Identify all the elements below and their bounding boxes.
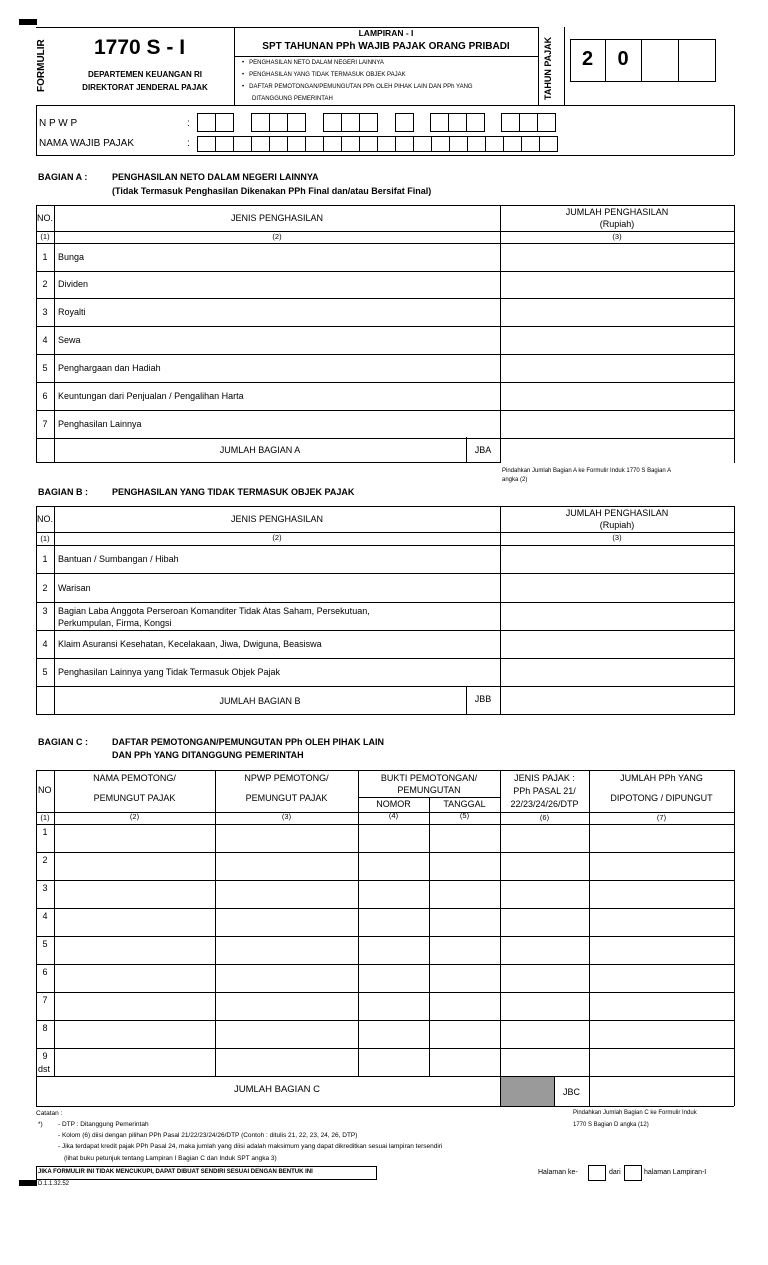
bagian-b-total-label: JUMLAH BAGIAN B xyxy=(219,696,301,706)
catatan-line-4: (lihat buku petunjuk tentang Lampiran I Bagian C dan Induk SPT angka 3) xyxy=(64,1155,277,1162)
nama-char-input-15[interactable] xyxy=(449,136,468,152)
dept-line1: DEPARTEMEN KEUANGAN RI xyxy=(87,70,203,79)
lampiran-label: LAMPIRAN - I xyxy=(358,28,414,38)
bagian-a-row-no: 6 xyxy=(42,391,48,401)
npwp-digit-input-15[interactable] xyxy=(537,113,556,132)
bagian-a-row-amount-input[interactable] xyxy=(501,383,733,409)
nama-char-input-6[interactable] xyxy=(287,136,306,152)
bagian-c-row-tanggal-input[interactable] xyxy=(430,993,499,1019)
bagian-c-row-nama-input[interactable] xyxy=(55,965,214,991)
halaman-lampiran-label: halaman Lampiran-I xyxy=(644,1169,707,1176)
bagian-c-row-npwp-input[interactable] xyxy=(216,853,357,879)
bagian-b-row-no: 4 xyxy=(42,639,48,649)
bagian-a-row-label: Dividen xyxy=(58,279,89,289)
bagian-c-col-tanggal: TANGGAL xyxy=(443,799,486,809)
bagian-a-row-amount-input[interactable] xyxy=(501,271,733,297)
bagian-a-row-no: 4 xyxy=(42,335,48,345)
bagian-c-row-nomor-input[interactable] xyxy=(359,993,428,1019)
bagian-a-col-jumlah-2: (Rupiah) xyxy=(599,219,635,229)
bagian-c-row-nama-input[interactable] xyxy=(55,881,214,907)
bagian-b-row-amount-input[interactable] xyxy=(501,546,733,572)
bagian-c-row-nomor-input[interactable] xyxy=(359,965,428,991)
bagian-a-row-label: Sewa xyxy=(58,335,81,345)
bagian-c-row-nomor-input[interactable] xyxy=(359,1021,428,1047)
npwp-digit-input-4[interactable] xyxy=(269,113,288,132)
bagian-c-col-npwp-1: NPWP PEMOTONG/ xyxy=(244,773,329,783)
bagian-c-row-nomor-input[interactable] xyxy=(359,937,428,963)
bagian-b-row-amount-input[interactable] xyxy=(501,575,733,601)
bagian-c-note-1: Pindahkan Jumlah Bagian C ke Formulir Induk xyxy=(573,1110,697,1116)
header-bullet-1: • PENGHASILAN NETO DALAM NEGERI LAINNYA xyxy=(242,60,384,66)
spt-title: SPT TAHUNAN PPh WAJIB PAJAK ORANG PRIBADI xyxy=(262,41,510,52)
npwp-digit-input-7[interactable] xyxy=(341,113,360,132)
bagian-a-num-3: (3) xyxy=(612,232,622,241)
bagian-c-col-jenis-2: PPh PASAL 21/ xyxy=(513,786,576,796)
tahun-pajak-label: TAHUN PAJAK xyxy=(543,36,553,100)
bagian-b-row-amount-input[interactable] xyxy=(501,631,733,657)
bagian-c-num-2: (2) xyxy=(129,812,140,821)
bagian-c-row-jenis-pajak-input[interactable] xyxy=(501,881,588,907)
year-digit-2: 0 xyxy=(617,48,629,70)
bagian-a-note-2: angka (2) xyxy=(502,477,528,483)
bagian-c-row-jenis-pajak-input[interactable] xyxy=(501,853,588,879)
bagian-b-row-label: Klaim Asuransi Kesehatan, Kecelakaan, Jiwa, Dwiguna, Beasiswa xyxy=(58,639,322,649)
bagian-a-title: PENGHASILAN NETO DALAM NEGERI LAINNYA xyxy=(112,172,319,182)
bagian-a-col-jenis: JENIS PENGHASILAN xyxy=(230,213,324,223)
bagian-c-row-nama-input[interactable] xyxy=(55,993,214,1019)
bagian-c-label: BAGIAN C : xyxy=(38,737,88,747)
bagian-c-row-nomor-input[interactable] xyxy=(359,909,428,935)
bagian-c-row-jenis-pajak-input[interactable] xyxy=(501,909,588,935)
bagian-c-col-bukti-2: PEMUNGUTAN xyxy=(397,785,461,795)
bagian-c-row-npwp-input[interactable] xyxy=(216,993,357,1019)
nama-char-input-10[interactable] xyxy=(359,136,378,152)
nama-char-input-17[interactable] xyxy=(485,136,504,152)
bagian-b-total-code: JBB xyxy=(474,694,492,704)
bagian-c-col-jumlah-1: JUMLAH PPh YANG xyxy=(620,773,703,783)
npwp-digit-input-5[interactable] xyxy=(287,113,306,132)
corner-mark-top xyxy=(19,19,37,25)
npwp-label: N P W P xyxy=(39,118,78,129)
bagian-b-row-amount-input[interactable] xyxy=(501,603,733,629)
dari-label: dari xyxy=(609,1169,621,1176)
bagian-c-col-npwp-2: PEMUNGUT PAJAK xyxy=(245,793,328,803)
year-digit-4-input[interactable] xyxy=(679,40,715,81)
nama-colon: : xyxy=(187,138,190,149)
bagian-b-num-3: (3) xyxy=(612,533,622,542)
nama-char-input-9[interactable] xyxy=(341,136,360,152)
bagian-c-row-no: 2 xyxy=(42,855,48,865)
bagian-c-row-jenis-pajak-input[interactable] xyxy=(501,1021,588,1047)
nama-char-input-1[interactable] xyxy=(197,136,216,152)
bagian-b-row-label-2: Perkumpulan, Firma, Kongsi xyxy=(58,618,172,628)
bagian-a-num-2: (2) xyxy=(272,232,282,241)
dept-line2: DIREKTORAT JENDERAL PAJAK xyxy=(82,83,208,92)
bagian-a-row-amount-input[interactable] xyxy=(501,327,733,353)
bagian-b-num-1: (1) xyxy=(40,534,50,543)
bagian-c-row-no: 6 xyxy=(42,967,48,977)
bagian-c-total-label: JUMLAH BAGIAN C xyxy=(233,1084,321,1095)
bagian-c-row-jumlah-input[interactable] xyxy=(590,937,733,963)
bagian-b-col-jumlah-1: JUMLAH PENGHASILAN xyxy=(565,508,669,518)
halaman-total-input[interactable] xyxy=(624,1165,642,1181)
bagian-b-col-jenis: JENIS PENGHASILAN xyxy=(230,514,324,524)
nama-char-input-20[interactable] xyxy=(539,136,558,152)
bagian-c-total-code: JBC xyxy=(562,1087,580,1097)
bagian-a-subtitle: (Tidak Termasuk Penghasilan Dikenakan PPh Final dan/atau Bersifat Final) xyxy=(112,186,432,196)
catatan-line-3: - Jika terdapat kredit pajak PPh Pasal 24, maka jumlah yang diisi adalah maksimum yang dapat dikreditkan sesuai lampiran tersendiri xyxy=(58,1143,443,1150)
bagian-c-row-nama-input[interactable] xyxy=(55,937,214,963)
nama-char-input-11[interactable] xyxy=(377,136,396,152)
bagian-c-row-nomor-input[interactable] xyxy=(359,825,428,851)
npwp-colon: : xyxy=(187,118,190,129)
form-number: 1770 S - I xyxy=(94,36,186,59)
bagian-c-row-nama-input[interactable] xyxy=(55,1021,214,1047)
nama-char-input-19[interactable] xyxy=(521,136,540,152)
bagian-a-row-amount-input[interactable] xyxy=(501,299,733,325)
bagian-c-row-no: 9 xyxy=(42,1051,48,1061)
npwp-digit-input-8[interactable] xyxy=(359,113,378,132)
bagian-a-row-amount-input[interactable] xyxy=(501,355,733,381)
bagian-c-row-npwp-input[interactable] xyxy=(216,881,357,907)
bagian-a-num-1: (1) xyxy=(40,232,50,241)
year-digit-3-input[interactable] xyxy=(642,40,677,81)
bagian-a-row-no: 2 xyxy=(42,279,48,289)
catatan-label: Catatan : xyxy=(36,1110,63,1117)
nama-char-input-16[interactable] xyxy=(467,136,486,152)
bagian-c-row-npwp-input[interactable] xyxy=(216,825,357,851)
bagian-a-total-input[interactable] xyxy=(501,438,733,462)
bagian-a-row-no: 5 xyxy=(42,363,48,373)
year-digit-1: 2 xyxy=(581,48,594,70)
bagian-c-col-nama-2: PEMUNGUT PAJAK xyxy=(93,793,176,803)
bagian-c-col-jenis-3: 22/23/24/26/DTP xyxy=(510,799,579,809)
bagian-c-row-nama-input[interactable] xyxy=(55,1049,214,1075)
bagian-c-row-nama-input[interactable] xyxy=(55,825,214,851)
catatan-star: *) xyxy=(38,1121,43,1128)
bagian-b-row-label: Bagian Laba Anggota Perseroan Komanditer Tidak Atas Saham, Persekutuan, xyxy=(58,606,370,616)
bagian-c-row-npwp-input[interactable] xyxy=(216,1049,357,1075)
bagian-c-row-no: 7 xyxy=(42,995,48,1005)
bagian-a-total-code: JBA xyxy=(474,445,492,455)
bagian-c-row-jenis-pajak-input[interactable] xyxy=(501,825,588,851)
bagian-a-row-amount-input[interactable] xyxy=(501,411,733,437)
bagian-c-row-tanggal-input[interactable] xyxy=(430,909,499,935)
nama-char-input-13[interactable] xyxy=(413,136,432,152)
bagian-c-row-no: 1 xyxy=(42,827,48,837)
npwp-digit-input-10[interactable] xyxy=(430,113,449,132)
catatan-line-2: - Kolom (6) diisi dengan pilihan PPh Pasal 21/22/23/24/26/DTP (Contoh : ditulis 21, 22, 23, 24, 26, DTP) xyxy=(58,1132,358,1139)
bagian-c-col-nomor: NOMOR xyxy=(376,799,411,809)
bagian-a-total-label: JUMLAH BAGIAN A xyxy=(219,445,301,455)
bagian-c-row-9-dst: dst xyxy=(38,1064,51,1074)
header-bullet-3: • DAFTAR PEMOTONGAN/PEMUNGUTAN PPh OLEH PIHAK LAIN DAN PPh YANG xyxy=(242,84,473,90)
bagian-a-label: BAGIAN A : xyxy=(38,172,88,182)
form-code: D.1.1.32.52 xyxy=(38,1181,70,1187)
bagian-c-row-tanggal-input[interactable] xyxy=(430,853,499,879)
formulir-note-box xyxy=(36,1166,377,1180)
bagian-c-row-tanggal-input[interactable] xyxy=(430,881,499,907)
bagian-c-row-tanggal-input[interactable] xyxy=(430,937,499,963)
bagian-a-row-label: Bunga xyxy=(58,252,85,262)
bagian-a-row-amount-input[interactable] xyxy=(501,244,733,270)
npwp-digit-input-6[interactable] xyxy=(323,113,342,132)
bagian-c-row-tanggal-input[interactable] xyxy=(430,965,499,991)
halaman-ke-label: Halaman ke- xyxy=(538,1169,578,1176)
bagian-b-row-no: 3 xyxy=(42,606,48,616)
npwp-digit-input-13[interactable] xyxy=(501,113,520,132)
bagian-c-col-no: NO xyxy=(38,785,52,795)
bagian-c-row-jenis-pajak-input[interactable] xyxy=(501,993,588,1019)
bagian-b-title: PENGHASILAN YANG TIDAK TERMASUK OBJEK PAJAK xyxy=(112,487,355,497)
bagian-c-row-nama-input[interactable] xyxy=(55,853,214,879)
bagian-c-col-jenis-1: JENIS PAJAK : xyxy=(514,773,575,783)
bagian-a-row-no: 1 xyxy=(42,252,48,262)
bagian-c-row-nomor-input[interactable] xyxy=(359,853,428,879)
bagian-b-row-label: Bantuan / Sumbangan / Hibah xyxy=(58,554,179,564)
bagian-c-col-jumlah-2: DIPOTONG / DIPUNGUT xyxy=(610,793,713,803)
bagian-b-num-2: (2) xyxy=(272,533,282,542)
bagian-c-row-tanggal-input[interactable] xyxy=(430,1049,499,1075)
bagian-c-col-bukti-1: BUKTI PEMOTONGAN/ xyxy=(380,773,478,783)
nama-char-input-5[interactable] xyxy=(269,136,288,152)
bagian-a-row-label: Keuntungan dari Penjualan / Pengalihan Harta xyxy=(58,391,244,401)
npwp-digit-input-2[interactable] xyxy=(215,113,234,132)
bagian-c-row-jumlah-input[interactable] xyxy=(590,993,733,1019)
npwp-digit-input-14[interactable] xyxy=(519,113,538,132)
bagian-b-row-label: Penghasilan Lainnya yang Tidak Termasuk Objek Pajak xyxy=(58,667,280,677)
bagian-a-row-label: Penghasilan Lainnya xyxy=(58,419,142,429)
nama-char-input-14[interactable] xyxy=(431,136,450,152)
bagian-b-label: BAGIAN B : xyxy=(38,487,88,497)
header-bullet-2: • PENGHASILAN YANG TIDAK TERMASUK OBJEK PAJAK xyxy=(242,72,406,78)
nama-char-input-8[interactable] xyxy=(323,136,342,152)
bagian-c-row-npwp-input[interactable] xyxy=(216,937,357,963)
bagian-c-num-7: (7) xyxy=(656,813,667,822)
bagian-c-row-jumlah-input[interactable] xyxy=(590,1049,733,1075)
nama-char-input-2[interactable] xyxy=(215,136,234,152)
bagian-c-row-jumlah-input[interactable] xyxy=(590,965,733,991)
bagian-c-row-jumlah-input[interactable] xyxy=(590,853,733,879)
catatan-line-1: - DTP : Ditanggung Pemerintah xyxy=(58,1121,149,1128)
bagian-c-num-5: (5) xyxy=(459,811,470,820)
formulir-label: FORMULIR xyxy=(36,39,47,92)
bagian-c-row-nomor-input[interactable] xyxy=(359,881,428,907)
bagian-c-row-tanggal-input[interactable] xyxy=(430,1021,499,1047)
bagian-b-col-jumlah-2: (Rupiah) xyxy=(599,520,635,530)
npwp-digit-input-1[interactable] xyxy=(197,113,216,132)
bagian-b-row-no: 1 xyxy=(42,554,48,564)
bagian-b-row-amount-input[interactable] xyxy=(501,659,733,685)
bagian-a-row-no: 7 xyxy=(42,419,48,429)
nama-char-input-18[interactable] xyxy=(503,136,522,152)
bagian-c-row-npwp-input[interactable] xyxy=(216,1021,357,1047)
bagian-c-row-no: 4 xyxy=(42,911,48,921)
nama-char-input-4[interactable] xyxy=(251,136,270,152)
bagian-c-row-npwp-input[interactable] xyxy=(216,965,357,991)
bagian-b-total-input[interactable] xyxy=(501,687,733,713)
bagian-a-row-label: Penghargaan dan Hadiah xyxy=(58,363,161,373)
bagian-b-col-no: NO. xyxy=(37,514,54,524)
npwp-digit-input-9[interactable] xyxy=(395,113,414,132)
bagian-c-row-no: 8 xyxy=(42,1023,48,1033)
bagian-a-col-no: NO. xyxy=(37,213,54,223)
nama-label: NAMA WAJIB PAJAK xyxy=(39,138,135,149)
bagian-b-row-no: 2 xyxy=(42,583,48,593)
bagian-c-row-jenis-pajak-input[interactable] xyxy=(501,937,588,963)
formulir-note-text: JIKA FORMULIR INI TIDAK MENCUKUPI, DAPAT DIBUAT SENDIRI SESUAI DENGAN BENTUK INI xyxy=(38,1169,313,1175)
bagian-b-row-label: Warisan xyxy=(58,583,91,593)
bagian-c-row-npwp-input[interactable] xyxy=(216,909,357,935)
bagian-c-row-jumlah-input[interactable] xyxy=(590,1021,733,1047)
bagian-c-row-jenis-pajak-input[interactable] xyxy=(501,965,588,991)
bagian-a-note-1: Pindahkan Jumlah Bagian A ke Formulir Induk 1770 S Bagian A xyxy=(502,468,672,474)
nama-char-input-7[interactable] xyxy=(305,136,324,152)
bagian-c-num-4: (4) xyxy=(388,811,399,820)
bagian-b-row-no: 5 xyxy=(42,667,48,677)
bagian-c-total-shaded xyxy=(501,1077,554,1106)
npwp-digit-input-12[interactable] xyxy=(466,113,485,132)
bagian-c-title-2: DAN PPh YANG DITANGGUNG PEMERINTAH xyxy=(112,750,304,760)
bagian-c-num-6: (6) xyxy=(539,813,550,822)
corner-mark-bottom xyxy=(19,1180,37,1186)
header-bullet-4: DITANGGUNG PEMERINTAH xyxy=(252,96,333,102)
bagian-c-row-jumlah-input[interactable] xyxy=(590,881,733,907)
npwp-digit-input-3[interactable] xyxy=(251,113,270,132)
bagian-c-title-1: DAFTAR PEMOTONGAN/PEMUNGUTAN PPh OLEH PIHAK LAIN xyxy=(112,737,384,747)
bagian-a-row-label: Royalti xyxy=(58,307,86,317)
nama-char-input-12[interactable] xyxy=(395,136,414,152)
bagian-c-row-jenis-pajak-input[interactable] xyxy=(501,1049,588,1075)
bagian-b-row-line xyxy=(36,573,734,574)
halaman-ke-input[interactable] xyxy=(588,1165,606,1181)
bagian-c-row-no: 3 xyxy=(42,883,48,893)
bagian-c-row-tanggal-input[interactable] xyxy=(430,825,499,851)
bagian-c-row-jumlah-input[interactable] xyxy=(590,825,733,851)
nama-char-input-3[interactable] xyxy=(233,136,252,152)
bagian-a-col-jumlah-1: JUMLAH PENGHASILAN xyxy=(565,207,669,217)
bagian-c-col-nama-1: NAMA PEMOTONG/ xyxy=(93,773,176,783)
bagian-c-note-2: 1770 S Bagian D angka (12) xyxy=(573,1122,649,1128)
bagian-c-row-nama-input[interactable] xyxy=(55,909,214,935)
npwp-digit-input-11[interactable] xyxy=(448,113,467,132)
bagian-c-num-1: (1) xyxy=(40,813,50,822)
bagian-c-row-no: 5 xyxy=(42,939,48,949)
bagian-c-row-nomor-input[interactable] xyxy=(359,1049,428,1075)
bagian-c-total-input[interactable] xyxy=(590,1077,733,1105)
bagian-a-row-no: 3 xyxy=(42,307,48,317)
bagian-c-num-3: (3) xyxy=(281,812,292,821)
bagian-c-row-jumlah-input[interactable] xyxy=(590,909,733,935)
